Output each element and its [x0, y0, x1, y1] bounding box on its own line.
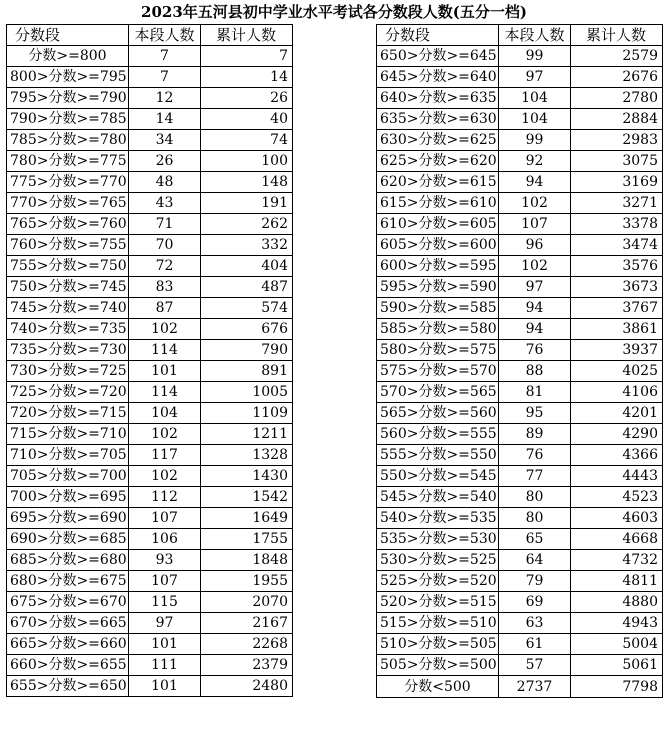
cell-cumulative: 4106: [571, 382, 663, 403]
table-row: [7, 172, 293, 193]
cell-cumulative: 191: [201, 193, 293, 214]
cell-count: 102: [129, 424, 201, 445]
cell-count: 117: [129, 445, 201, 466]
cell-count: 115: [129, 592, 201, 613]
cell-cumulative: 4668: [571, 529, 663, 550]
header-count: 本段人数: [129, 25, 201, 46]
table-row: [7, 676, 293, 697]
cell-cumulative: 5061: [571, 655, 663, 676]
cell-range: 590>分数>=585: [377, 298, 499, 319]
cell-range: 520>分数>=515: [377, 592, 499, 613]
cell-cumulative: 1109: [201, 403, 293, 424]
cell-count: 80: [499, 508, 571, 529]
score-table-right: [376, 24, 663, 698]
header-cumulative: 累计人数: [571, 25, 663, 46]
cell-count: 97: [499, 67, 571, 88]
table-row: [7, 151, 293, 172]
table-row: [377, 172, 663, 193]
cell-range: 675>分数>=670: [7, 592, 129, 613]
cell-cumulative: 4880: [571, 592, 663, 613]
cell-count: 111: [129, 655, 201, 676]
cell-cumulative: 1542: [201, 487, 293, 508]
cell-range: 515>分数>=510: [377, 613, 499, 634]
table-row: [377, 634, 663, 655]
cell-range: 800>分数>=795: [7, 67, 129, 88]
cell-cumulative: 74: [201, 130, 293, 151]
cell-cumulative: 891: [201, 361, 293, 382]
table-row: [7, 466, 293, 487]
cell-cumulative: 1328: [201, 445, 293, 466]
table-row: [7, 382, 293, 403]
cell-cumulative: 3937: [571, 340, 663, 361]
cell-range: 775>分数>=770: [7, 172, 129, 193]
cell-count: 79: [499, 571, 571, 592]
cell-count: 14: [129, 109, 201, 130]
cell-range: 670>分数>=665: [7, 613, 129, 634]
cell-count: 97: [499, 277, 571, 298]
cell-count: 63: [499, 613, 571, 634]
cell-count: 101: [129, 676, 201, 697]
cell-cumulative: 2780: [571, 88, 663, 109]
footer-cumulative: 7798: [571, 676, 663, 698]
cell-range: 680>分数>=675: [7, 571, 129, 592]
cell-count: 112: [129, 487, 201, 508]
cell-range: 595>分数>=590: [377, 277, 499, 298]
table-row: [7, 529, 293, 550]
cell-cumulative: 3271: [571, 193, 663, 214]
cell-range: 570>分数>=565: [377, 382, 499, 403]
header-count: 本段人数: [499, 25, 571, 46]
table-row: [377, 655, 663, 676]
table-row: [7, 403, 293, 424]
cell-cumulative: 2379: [201, 655, 293, 676]
cell-cumulative: 2268: [201, 634, 293, 655]
table-row: [7, 613, 293, 634]
cell-count: 88: [499, 361, 571, 382]
cell-count: 7: [129, 46, 201, 67]
table-row: [7, 445, 293, 466]
cell-cumulative: 1848: [201, 550, 293, 571]
table-row: [377, 445, 663, 466]
cell-range: 715>分数>=710: [7, 424, 129, 445]
cell-cumulative: 5004: [571, 634, 663, 655]
cell-range: 655>分数>=650: [7, 676, 129, 697]
header-cumulative: 累计人数: [201, 25, 293, 46]
cell-cumulative: 3861: [571, 319, 663, 340]
table-row: [7, 256, 293, 277]
score-table-left: [6, 24, 293, 697]
cell-range: 625>分数>=620: [377, 151, 499, 172]
header-range: 分数段: [7, 25, 129, 46]
cell-count: 71: [129, 214, 201, 235]
cell-cumulative: 1649: [201, 508, 293, 529]
cell-count: 101: [129, 361, 201, 382]
cell-range: 610>分数>=605: [377, 214, 499, 235]
cell-range: 530>分数>=525: [377, 550, 499, 571]
cell-count: 61: [499, 634, 571, 655]
cell-range: 605>分数>=600: [377, 235, 499, 256]
cell-count: 104: [499, 88, 571, 109]
table-row: [377, 571, 663, 592]
cell-cumulative: 3576: [571, 256, 663, 277]
table-row: [7, 88, 293, 109]
cell-count: 80: [499, 487, 571, 508]
cell-count: 104: [129, 403, 201, 424]
table-row: [7, 130, 293, 151]
cell-count: 114: [129, 382, 201, 403]
cell-range: 695>分数>=690: [7, 508, 129, 529]
table-row: [7, 424, 293, 445]
cell-count: 76: [499, 340, 571, 361]
cell-range: 740>分数>=735: [7, 319, 129, 340]
cell-cumulative: 4443: [571, 466, 663, 487]
cell-range: 620>分数>=615: [377, 172, 499, 193]
cell-range: 665>分数>=660: [7, 634, 129, 655]
cell-range: 580>分数>=575: [377, 340, 499, 361]
cell-count: 7: [129, 67, 201, 88]
cell-range: 660>分数>=655: [7, 655, 129, 676]
cell-count: 89: [499, 424, 571, 445]
cell-cumulative: 1955: [201, 571, 293, 592]
table-row: [377, 466, 663, 487]
cell-cumulative: 2676: [571, 67, 663, 88]
cell-cumulative: 7: [201, 46, 293, 67]
cell-cumulative: 1430: [201, 466, 293, 487]
cell-cumulative: 4943: [571, 613, 663, 634]
table-row: [377, 487, 663, 508]
cell-cumulative: 40: [201, 109, 293, 130]
cell-cumulative: 1005: [201, 382, 293, 403]
page-title: 2023年五河县初中学业水平考试各分数段人数(五分一档): [141, 3, 527, 21]
cell-cumulative: 4732: [571, 550, 663, 571]
cell-cumulative: 3673: [571, 277, 663, 298]
cell-range: 700>分数>=695: [7, 487, 129, 508]
cell-range: 790>分数>=785: [7, 109, 129, 130]
cell-range: 510>分数>=505: [377, 634, 499, 655]
cell-count: 34: [129, 130, 201, 151]
cell-range: 555>分数>=550: [377, 445, 499, 466]
cell-cumulative: 1755: [201, 529, 293, 550]
cell-count: 77: [499, 466, 571, 487]
cell-count: 102: [499, 193, 571, 214]
cell-count: 81: [499, 382, 571, 403]
cell-count: 107: [499, 214, 571, 235]
table-row: [7, 340, 293, 361]
table-header-row: [377, 25, 663, 46]
table-row: [7, 508, 293, 529]
cell-count: 43: [129, 193, 201, 214]
header-range: 分数段: [377, 25, 499, 46]
cell-range: 540>分数>=535: [377, 508, 499, 529]
cell-count: 12: [129, 88, 201, 109]
cell-range: 795>分数>=790: [7, 88, 129, 109]
cell-range: 750>分数>=745: [7, 277, 129, 298]
cell-cumulative: 262: [201, 214, 293, 235]
cell-count: 70: [129, 235, 201, 256]
table-row: [377, 67, 663, 88]
cell-cumulative: 676: [201, 319, 293, 340]
cell-count: 102: [129, 466, 201, 487]
cell-count: 106: [129, 529, 201, 550]
table-row: [377, 214, 663, 235]
cell-range: 785>分数>=780: [7, 130, 129, 151]
table-row: [7, 46, 293, 67]
cell-range: 575>分数>=570: [377, 361, 499, 382]
table-row: [377, 235, 663, 256]
cell-range: 690>分数>=685: [7, 529, 129, 550]
table-row: [377, 340, 663, 361]
table-row: [377, 88, 663, 109]
cell-cumulative: 100: [201, 151, 293, 172]
cell-range: 615>分数>=610: [377, 193, 499, 214]
cell-count: 65: [499, 529, 571, 550]
table-row: [7, 298, 293, 319]
cell-range: 635>分数>=630: [377, 109, 499, 130]
cell-count: 94: [499, 298, 571, 319]
table-row: [377, 130, 663, 151]
cell-cumulative: 574: [201, 298, 293, 319]
table-row: [377, 529, 663, 550]
cell-range: 725>分数>=720: [7, 382, 129, 403]
cell-cumulative: 4603: [571, 508, 663, 529]
cell-cumulative: 3378: [571, 214, 663, 235]
table-row: [7, 67, 293, 88]
table-row: [7, 109, 293, 130]
cell-count: 99: [499, 130, 571, 151]
cell-range: 685>分数>=680: [7, 550, 129, 571]
cell-range: 745>分数>=740: [7, 298, 129, 319]
cell-count: 107: [129, 571, 201, 592]
table-row: [7, 214, 293, 235]
table-footer-row: [377, 676, 663, 698]
cell-count: 99: [499, 46, 571, 67]
footer-range: 分数<500: [377, 676, 499, 698]
cell-range: 780>分数>=775: [7, 151, 129, 172]
table-row: [377, 109, 663, 130]
cell-count: 96: [499, 235, 571, 256]
cell-count: 94: [499, 319, 571, 340]
cell-cumulative: 790: [201, 340, 293, 361]
cell-count: 97: [129, 613, 201, 634]
table-row: [377, 319, 663, 340]
table-row: [7, 277, 293, 298]
cell-range: 600>分数>=595: [377, 256, 499, 277]
table-row: [377, 550, 663, 571]
cell-range: 550>分数>=545: [377, 466, 499, 487]
cell-cumulative: 2167: [201, 613, 293, 634]
cell-range: 分数>=800: [7, 46, 129, 67]
cell-cumulative: 4201: [571, 403, 663, 424]
cell-cumulative: 4290: [571, 424, 663, 445]
cell-count: 72: [129, 256, 201, 277]
cell-count: 94: [499, 172, 571, 193]
cell-range: 720>分数>=715: [7, 403, 129, 424]
cell-range: 525>分数>=520: [377, 571, 499, 592]
cell-count: 93: [129, 550, 201, 571]
cell-cumulative: 2480: [201, 676, 293, 697]
cell-cumulative: 4523: [571, 487, 663, 508]
cell-cumulative: 3169: [571, 172, 663, 193]
cell-range: 505>分数>=500: [377, 655, 499, 676]
cell-range: 645>分数>=640: [377, 67, 499, 88]
cell-range: 545>分数>=540: [377, 487, 499, 508]
cell-count: 104: [499, 109, 571, 130]
cell-count: 26: [129, 151, 201, 172]
cell-count: 76: [499, 445, 571, 466]
cell-range: 640>分数>=635: [377, 88, 499, 109]
cell-range: 755>分数>=750: [7, 256, 129, 277]
cell-count: 101: [129, 634, 201, 655]
table-row: [7, 235, 293, 256]
cell-cumulative: 2070: [201, 592, 293, 613]
cell-count: 92: [499, 151, 571, 172]
cell-cumulative: 487: [201, 277, 293, 298]
table-row: [377, 298, 663, 319]
cell-cumulative: 332: [201, 235, 293, 256]
cell-range: 730>分数>=725: [7, 361, 129, 382]
cell-range: 770>分数>=765: [7, 193, 129, 214]
cell-count: 107: [129, 508, 201, 529]
cell-cumulative: 2579: [571, 46, 663, 67]
cell-count: 87: [129, 298, 201, 319]
cell-count: 114: [129, 340, 201, 361]
table-row: [7, 361, 293, 382]
cell-range: 535>分数>=530: [377, 529, 499, 550]
footer-count: 2737: [499, 676, 571, 698]
table-row: [377, 592, 663, 613]
cell-range: 705>分数>=700: [7, 466, 129, 487]
table-row: [7, 193, 293, 214]
cell-cumulative: 3474: [571, 235, 663, 256]
cell-cumulative: 3075: [571, 151, 663, 172]
cell-cumulative: 148: [201, 172, 293, 193]
cell-count: 64: [499, 550, 571, 571]
table-row: [377, 424, 663, 445]
cell-count: 57: [499, 655, 571, 676]
cell-range: 565>分数>=560: [377, 403, 499, 424]
table-row: [7, 319, 293, 340]
cell-cumulative: 4366: [571, 445, 663, 466]
cell-cumulative: 1211: [201, 424, 293, 445]
cell-cumulative: 14: [201, 67, 293, 88]
cell-range: 735>分数>=730: [7, 340, 129, 361]
table-row: [377, 256, 663, 277]
cell-cumulative: 26: [201, 88, 293, 109]
table-row: [377, 151, 663, 172]
table-row: [377, 193, 663, 214]
table-row: [377, 403, 663, 424]
cell-range: 585>分数>=580: [377, 319, 499, 340]
cell-range: 560>分数>=555: [377, 424, 499, 445]
table-row: [377, 277, 663, 298]
cell-cumulative: 2983: [571, 130, 663, 151]
table-row: [377, 382, 663, 403]
cell-cumulative: 2884: [571, 109, 663, 130]
cell-count: 48: [129, 172, 201, 193]
cell-cumulative: 3767: [571, 298, 663, 319]
cell-count: 69: [499, 592, 571, 613]
cell-cumulative: 4025: [571, 361, 663, 382]
cell-range: 760>分数>=755: [7, 235, 129, 256]
cell-range: 710>分数>=705: [7, 445, 129, 466]
cell-count: 83: [129, 277, 201, 298]
cell-count: 102: [499, 256, 571, 277]
cell-range: 630>分数>=625: [377, 130, 499, 151]
table-row: [377, 46, 663, 67]
table-row: [377, 361, 663, 382]
table-header-row: [7, 25, 293, 46]
table-row: [377, 613, 663, 634]
table-row: [7, 550, 293, 571]
cell-cumulative: 4811: [571, 571, 663, 592]
cell-count: 95: [499, 403, 571, 424]
table-row: [377, 508, 663, 529]
table-row: [7, 487, 293, 508]
table-row: [7, 655, 293, 676]
table-row: [7, 592, 293, 613]
cell-range: 650>分数>=645: [377, 46, 499, 67]
cell-cumulative: 404: [201, 256, 293, 277]
table-row: [7, 634, 293, 655]
cell-count: 102: [129, 319, 201, 340]
cell-range: 765>分数>=760: [7, 214, 129, 235]
table-row: [7, 571, 293, 592]
